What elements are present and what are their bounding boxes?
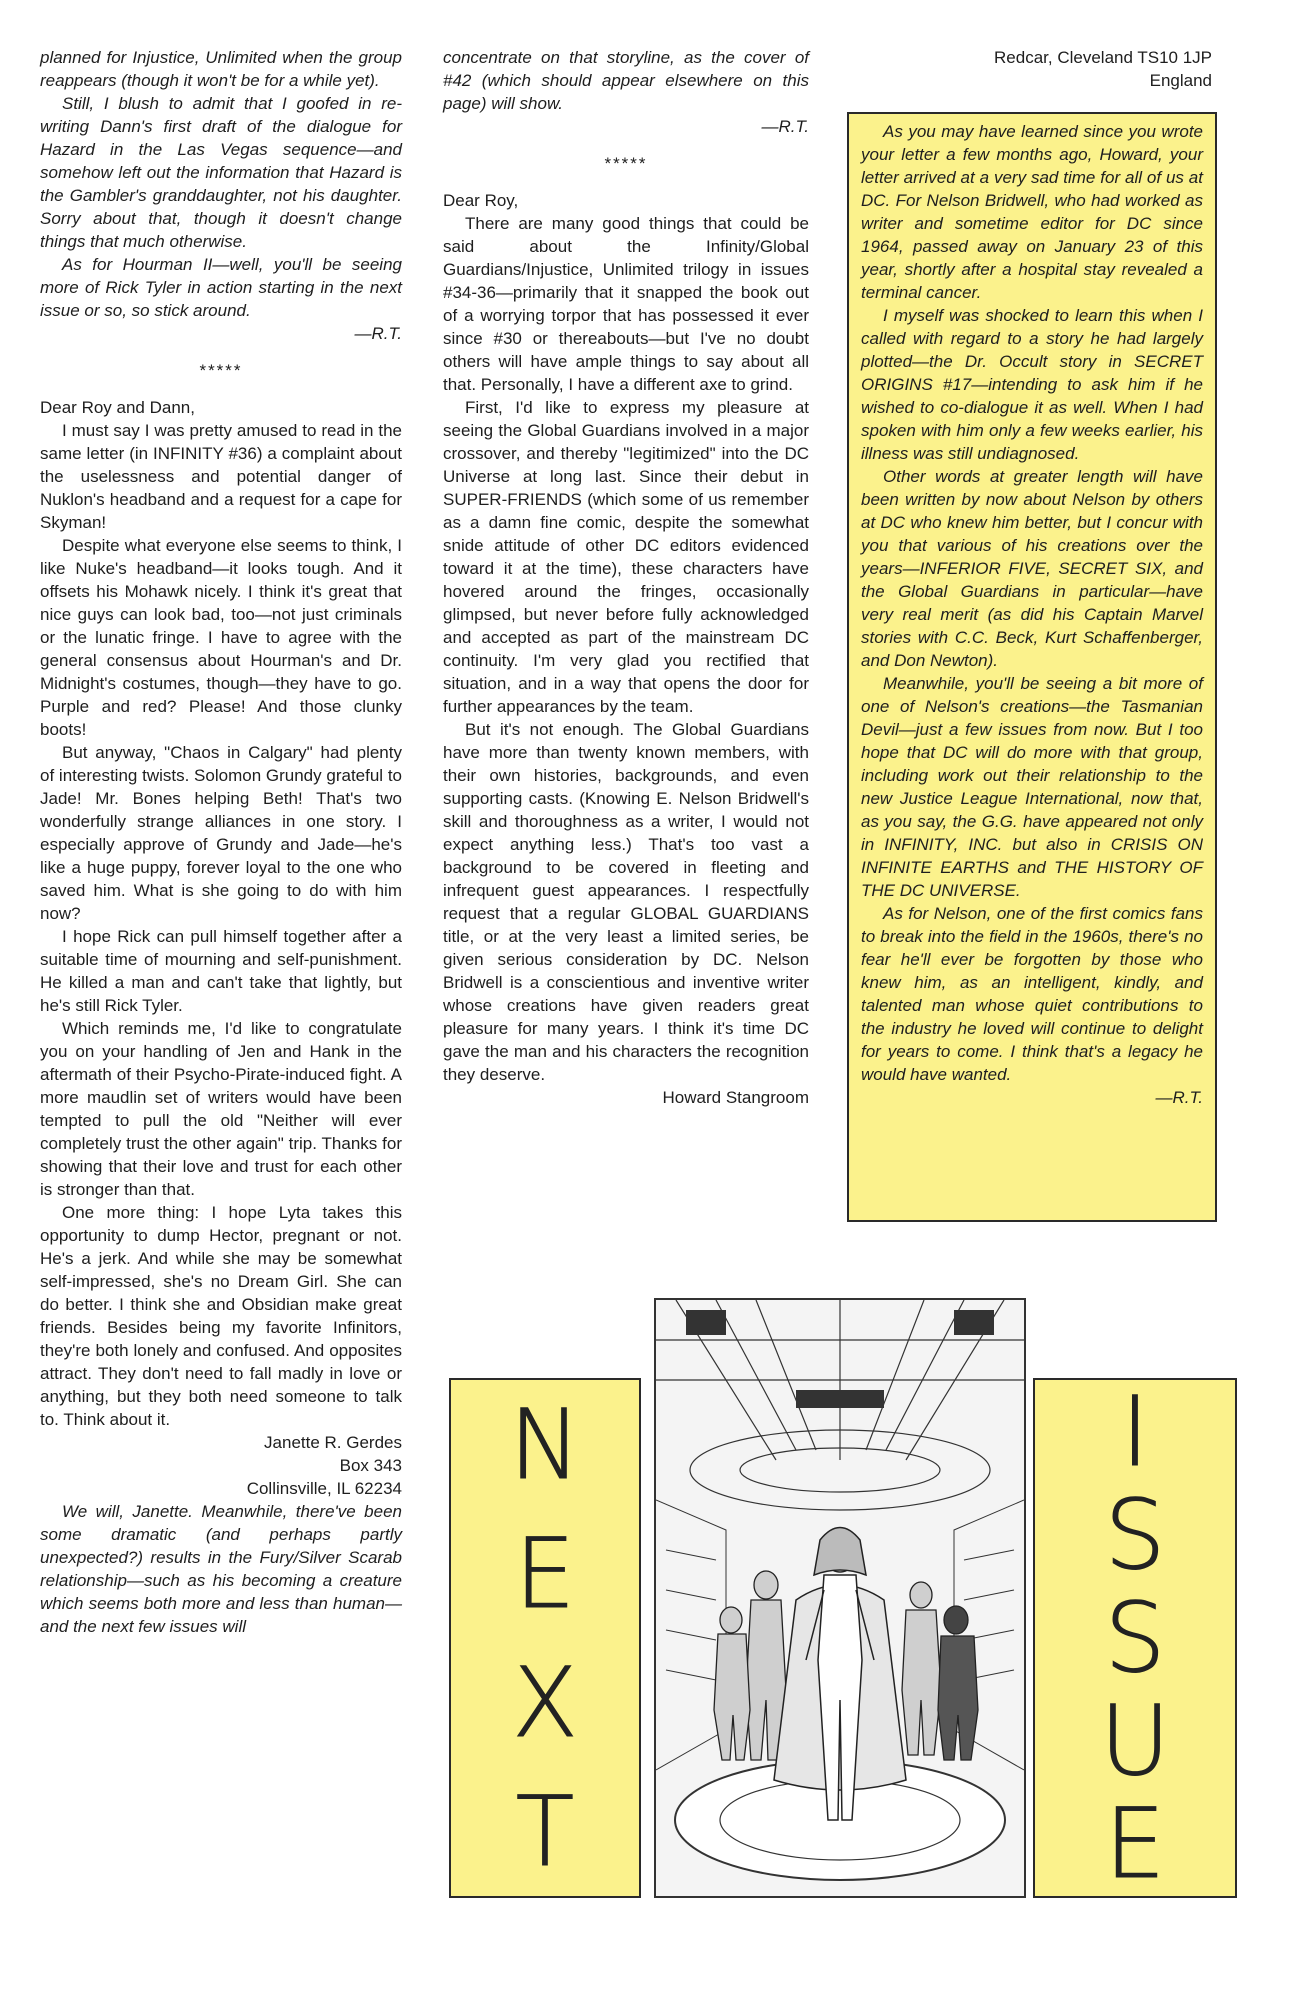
cover-art-drawing [656,1300,1024,1896]
editor-reply-paragraph: As you may have learned since you wrote your letter a few months ago, Howard, your letter arrived at a very sad time for all of us at DC. For Nelson Bridwell, who had worked as writer and sometime editor for DC since 1964, passed away on January 23 of this year, shortly after a hospital stay revealed a terminal cancer. [861,122,1203,302]
letter-writer-address: Box 343 [339,1456,402,1475]
letter-writer-name: Janette R. Gerdes [264,1433,402,1452]
editor-reply-paragraph: Other words at greater length will have been written by now about Nelson by others at DC who knew him better, but I concur with you that various of his creations over the years—INFERIOR FIVE, SECRET SIX, and the Global Guardians in particular—have very real merit (as did his Captain Marvel stories with C.C. Beck, Kurt Schaffenberger, and Don Newton). [861,467,1203,670]
next-panel [449,1378,641,1898]
letter-writer-name: Howard Stangroom [662,1088,809,1107]
letter-paragraph: I hope Rick can pull himself together after a suitable time of mourning and self-punishment. He killed a man and can't take that lightly, but he's still Rick Tyler. [40,927,402,1015]
editor-signature: —R.T. [1155,1088,1203,1107]
letter-paragraph: Which reminds me, I'd like to congratulate you on your handling of Jen and Hank in the aftermath of their Psycho-Pirate-induced fight. A more maudlin set of writers would have been tempted to pull the old "Neither will ever completely trust the other again" trip. Thanks for showing that their love and trust for each other is stronger than that. [40,1019,402,1199]
letter-writer-city: Collinsville, IL 62234 [246,1479,402,1498]
promo-letter: S [1104,1478,1166,1591]
editor-reply-paragraph: We will, Janette. Meanwhile, there've been some dramatic (and perhaps partly unexpected?) results in the Fury/Silver Scarab relationship—such as his becoming a creature which seems both more and less than human—and the next few issues will [40,1502,402,1636]
editor-reply-paragraph: Still, I blush to admit that I goofed in re-writing Dann's first draft of the dialogue for Hazard in the Las Vegas sequence—and somehow left out the information that Hazard is the Gambler's granddaughter, not his daughter. Sorry about that, though it doesn't change things that much otherwise. [40,94,402,251]
letter-paragraph: Despite what everyone else seems to think, I like Nuke's headband—it looks tough. And it offsets his Mohawk nicely. I think it's great that nice guys can look bad, too—not just criminals or the lunatic fringe. I have to agree with the general consensus about Hourman's and Dr. Midnight's costumes, though—they have to go. Purple and red? Please! And those clunky boots! [40,536,402,739]
promo-letter: X [512,1646,578,1759]
letter-paragraph: But it's not enough. The Global Guardians have more than twenty known members, with their own histories, backgrounds, and even supporting casts. (Knowing E. Nelson Bridwell's skill and thoroughness as a writer, I would not expect anything less.) That's too vast a background to be covered in fleeting and infrequent guest appearances. I respectfully request that a regular GLOBAL GUARDIANS title, or at the very least a limited series, be given serious consideration by DC. Nelson Bridwell is a conscientious and inventive writer whose creations have given readers great pleasure for many years. I think it's time DC gave the man and his characters the recognition they deserve. [443,720,809,1084]
cover-art-illustration [654,1298,1026,1898]
address-line: Redcar, Cleveland TS10 1JP [994,48,1212,67]
editor-reply-paragraph: I myself was shocked to learn this when I called with regard to a story he had largely plotted—the Dr. Occult story in SECRET ORIGINS #17—intending to ask him if he wished to co-dialogue it as well. When I had spoken with him only a few weeks earlier, his illness was still undiagnosed. [861,306,1203,463]
promo-letter: E [514,1517,576,1630]
editor-reply-paragraph: Meanwhile, you'll be seeing a bit more of one of Nelson's creations—the Tasmanian Devil—just a few issues from now. But I too hope that DC will do more with that group, including work out their relationship to the new Justice League International, now that, as you say, the G.G. have appeared not only in INFINITY, INC. but also in CRISIS ON INFINITE EARTHS and THE HISTORY OF THE DC UNIVERSE. [861,674,1203,900]
editor-signature: —R.T. [354,324,402,343]
editor-reply-box [847,112,1217,1222]
letter-paragraph: I must say I was pretty amused to read in the same letter (in INFINITY #36) a complaint about the uselessness and potential danger of Nuklon's headband and a request for a cape for Skyman! [40,421,402,532]
letter-writer-address-block [860,46,1212,92]
letter-paragraph: There are many good things that could be said about the Infinity/Global Guardians/Injustice, Unlimited trilogy in issues #34-36—primarily that it snapped the book out of a worrying torpor that has possessed it ever since #30 or thereabouts—but I've no doubt others will have ample things to say about all that. Personally, I have a different axe to grind. [443,214,809,394]
letters-column-2 [443,46,809,1109]
editor-reply-paragraph: As for Nelson, one of the first comics fans to break into the field in the 1960s, there's no fear he'll ever be forgotten by those who knew him, as an intelligent, kindly, and talented man whose quiet contributions to the industry he loved will continue to delight for years to come. I think that's a legacy he would have wanted. [861,904,1203,1084]
promo-letter: E [1104,1788,1166,1901]
address-country: England [1149,71,1212,90]
section-divider: ***** [199,361,243,380]
promo-letter: I [1120,1375,1150,1488]
editor-reply-text [861,120,1203,1109]
letters-column-1 [40,46,402,1638]
issue-word [1035,1375,1235,1901]
letter-paragraph: But anyway, "Chaos in Calgary" had plenty of interesting twists. Solomon Grundy grateful to Jade! Mr. Bones helping Beth! That's two wonderfully strange alliances in one story. I especially approve of Grundy and Jade—he's like a huge puppy, forever loyal to the one who saved him. What is she going to do with him now? [40,743,402,923]
editor-signature: —R.T. [761,117,809,136]
letter-salutation: Dear Roy, [443,191,519,210]
section-divider: ***** [604,154,648,173]
next-word [451,1380,639,1896]
promo-letter: U [1099,1685,1171,1798]
letter-paragraph: First, I'd like to express my pleasure at seeing the Global Guardians involved in a major crossover, and thereby "legitimized" into the DC Universe at long last. Since their debut in SUPER-FRIENDS (which some of us remember as a damn fine comic, despite the somewhat snide attitude of other DC editors evidenced toward it at the time), these characters have hovered around the fringes, occasionally glimpsed, but never before fully acknowledged and accepted as part of the mainstream DC continuity. I'm very glad you rectified that situation, and in a way that opens the door for further appearances by the team. [443,398,809,716]
issue-panel [1033,1375,1237,1901]
next-issue-promo [449,1298,1237,1901]
editor-reply-continued: concentrate on that storyline, as the cover of #42 (which should appear elsewhere on this page) will show. [443,48,809,113]
promo-letter: T [515,1775,575,1888]
promo-letter: S [1104,1581,1166,1694]
editor-reply-paragraph: As for Hourman II—well, you'll be seeing more of Rick Tyler in action starting in the next issue or so, so stick around. [40,255,402,320]
letter-salutation: Dear Roy and Dann, [40,398,195,417]
editor-reply-continued: planned for Injustice, Unlimited when the group reappears (though it won't be for a while yet). [40,48,402,90]
promo-letter: N [509,1388,581,1501]
letter-paragraph: One more thing: I hope Lyta takes this opportunity to dump Hector, pregnant or not. He's a jerk. And while she may be somewhat self-impressed, she's no Dream Girl. She can do better. I think she and Obsidian make great friends. Besides being my favorite Infinitors, they're both lonely and confused. And opposites attract. They don't need to fall madly in love or anything, but they both need someone to talk to. Think about it. [40,1203,402,1429]
